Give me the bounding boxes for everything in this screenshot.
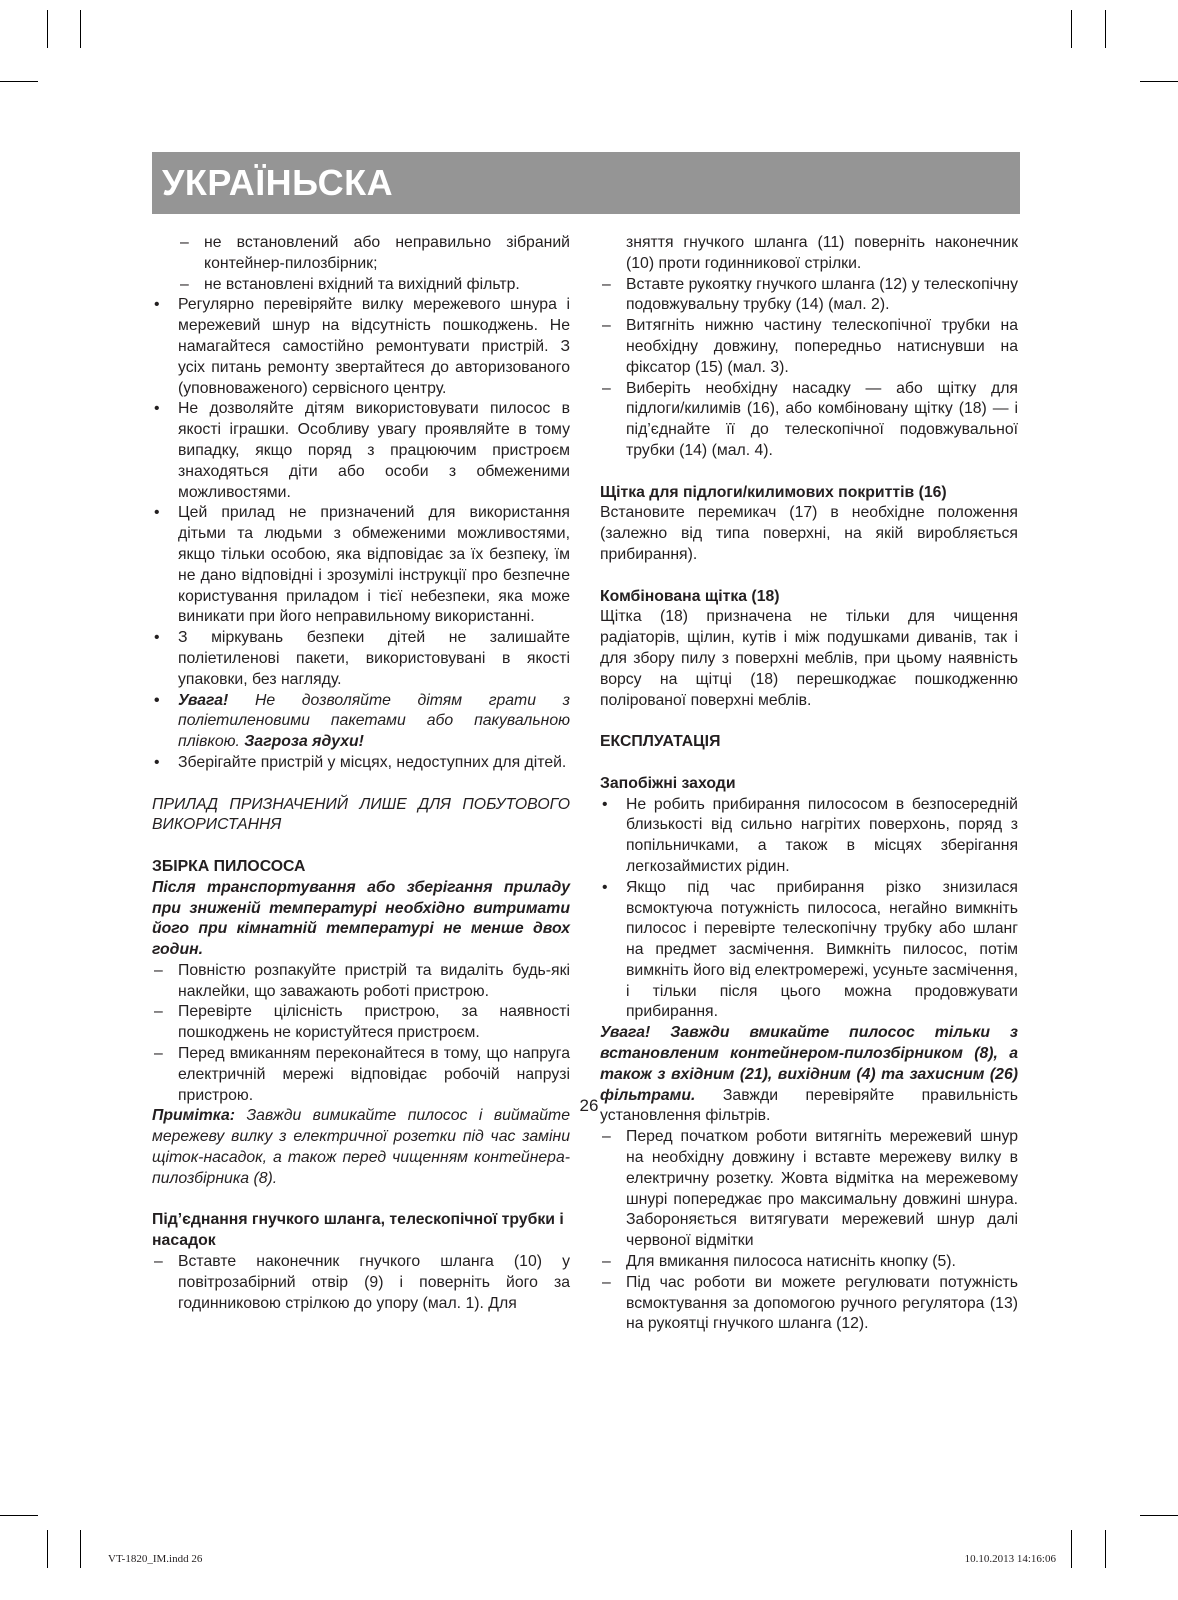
- section-heading: Запобіжні заходи: [600, 774, 736, 792]
- bullet-marker: •: [154, 400, 160, 418]
- list-text: Не робить прибирання пилососом в безпосередній близькості від сильно нагрітих поверхонь, поряд з попільничками, а також в місцях зберігання легкозаймистих рідин.: [626, 795, 1018, 875]
- list-item: [600, 795, 1018, 878]
- right-column: [600, 233, 1018, 1335]
- bullet-marker: •: [154, 691, 160, 709]
- crop-mark: [0, 81, 38, 82]
- bullet-marker: •: [154, 629, 160, 647]
- dash-marker: –: [180, 275, 189, 293]
- bullet-marker: •: [154, 504, 160, 522]
- list-text: Зберігайте пристрій у місцях, недоступних для дітей.: [178, 753, 567, 771]
- crop-mark: [47, 1530, 48, 1568]
- assembly-warning: Після транспортування або зберігання приладу при зниженій температурі необхідно витримати його при кімнатній температурі не менше двох годин.: [152, 878, 570, 959]
- list-text: Вставте наконечник гнучкого шланга (10) у повітрозабірний отвір (9) і поверніть його за годинниковою стрілкою до упору (мал. 1). Для: [178, 1253, 570, 1312]
- dash-marker: –: [602, 1273, 611, 1291]
- household-note: ПРИЛАД ПРИЗНАЧЕНИЙ ЛИШЕ ДЛЯ ПОБУТОВОГО ВИКОРИСТАННЯ: [152, 795, 570, 834]
- list-text: Для вмикання пилососа натисніть кнопку (5).: [626, 1253, 956, 1271]
- list-text: Витягніть нижню частину телескопічної трубки на необхідну довжину, попередньо натиснувши на фіксатор (15) (мал. 3).: [626, 317, 1018, 376]
- list-text: Якщо під час прибирання різко знизилася всмоктуюча потужність пилососа, негайно вимкніть пилосос і перевірте телескопічну трубку або шланг на предмет засмічення. Вимкніть пилосос, потім вимкніть його від електромережі, усуньте засмічення, і тільки після цього можна продовжувати прибирання.: [626, 878, 1019, 1021]
- list-text: Регулярно перевіряйте вилку мережевого шнура і мережевий шнур на відсутність пошкоджень. Не намагайтеся самостійно ремонтувати пристрій. З усіх питань ремонту звертайтеся до авторизованого (уповноваженого) сервісного центру.: [178, 296, 570, 397]
- crop-mark: [80, 1530, 81, 1568]
- continued-text: зняття гнучкого шланга (11) поверніть наконечник (10) проти годинникової стрілки.: [626, 234, 1018, 272]
- dash-marker: –: [602, 379, 611, 397]
- section-heading: Під’єднання гнучкого шланга, телескопічної трубки і насадок: [152, 1211, 564, 1250]
- list-text: не встановлений або неправильно зібраний контейнер-пилозбірник;: [204, 234, 570, 272]
- list-item: [600, 1127, 1018, 1252]
- warning-text: Завжди перевіряйте правильність установлення фільтрів.: [600, 1086, 1018, 1125]
- list-item: [152, 233, 570, 275]
- dash-marker: –: [602, 275, 611, 293]
- list-item: [600, 1273, 1018, 1335]
- list-item: [152, 961, 570, 1003]
- footer-file: VT-1820_IM.indd 26: [108, 1553, 203, 1565]
- list-item: [152, 503, 570, 628]
- paragraph: Щітка (18) призначена не тільки для чищення радіаторів, щілин, кутів і між подушками диванів, так і для збору пилу з поверхні меблів, при цьому наявність ворсу на щітці (18) перешкоджає пошкодженню полірованої поверхні меблів.: [600, 608, 1018, 709]
- list-text: Вставте рукоятку гнучкого шланга (12) у телескопічну подовжувальну трубку (14) (мал. 2).: [626, 275, 1018, 314]
- crop-mark: [1105, 10, 1106, 48]
- list-text: Виберіть необхідну насадку — або щітку для підлоги/килимів (16), або комбіновану щітку (18) — і під’єднайте її до телескопічної подовжувальної трубки (14) (мал. 4).: [626, 379, 1018, 459]
- list-text: З міркувань безпеки дітей не залишайте поліетиленові пакети, використовувані в якості упаковки, без нагляду.: [178, 629, 570, 688]
- list-text: Перевірте цілісність пристрою, за наявності пошкоджень не користуйтеся пристроєм.: [178, 1003, 570, 1042]
- crop-mark: [1140, 1515, 1178, 1516]
- crop-mark: [1140, 81, 1178, 82]
- crop-mark: [1105, 1530, 1106, 1568]
- list-item: [600, 316, 1018, 378]
- footer-date: 10.10.2013 14:16:06: [964, 1553, 1056, 1565]
- section-heading: Щітка для підлоги/килимових покриттів (16): [600, 483, 947, 501]
- dash-marker: –: [602, 1253, 611, 1271]
- dash-marker: –: [602, 1128, 611, 1146]
- warning-lead: Увага!: [178, 691, 229, 709]
- note: [152, 1106, 570, 1189]
- list-item: [600, 275, 1018, 317]
- dash-marker: –: [154, 1045, 163, 1063]
- list-item: [152, 275, 570, 296]
- list-item: [152, 1252, 570, 1314]
- page-number: 26: [579, 1096, 599, 1115]
- list-text: Перед початком роботи витягніть мережевий шнур на необхідну довжину і вставте мережеву вилку в електричну розетку. Жовта відмітка на мережевому шнурі попереджає про максимальну довжині шнура. Забороняється витягувати мережевий шнур далі червоної відмітки: [626, 1128, 1018, 1250]
- warning-end: Загроза ядухи!: [244, 733, 364, 751]
- dash-marker: –: [154, 1253, 163, 1271]
- list-item: [600, 379, 1018, 462]
- dash-marker: –: [602, 317, 611, 335]
- bullet-marker: •: [154, 753, 160, 771]
- dash-marker: –: [154, 961, 163, 979]
- bullet-marker: •: [154, 296, 160, 314]
- dash-marker: –: [180, 234, 189, 251]
- warning-lead: Увага! Завжди вмикайте пилосос тільки з встановленим контейнером-пилозбірником (8), а також з вхідним (21), вихідним (4) та захисним (26) фільтрами.: [600, 1024, 1018, 1104]
- list-item: [152, 295, 570, 399]
- crop-mark: [0, 1515, 38, 1516]
- paragraph: Встановите перемикач (17) в необхідне положення (залежно від типа поверхні, на якій виробляється прибирання).: [600, 504, 1018, 563]
- list-text: не встановлені вхідний та вихідний фільтр.: [204, 275, 520, 293]
- left-column: [152, 233, 570, 1314]
- list-item: [600, 878, 1018, 1024]
- crop-mark: [47, 10, 48, 48]
- list-item: [600, 1252, 1018, 1273]
- section-heading: ЗБІРКА ПИЛОСОСА: [152, 857, 306, 875]
- list-item: [152, 399, 570, 503]
- language-header: [152, 152, 1020, 214]
- note-text: Завжди вимикайте пилосос і виймайте мережеву вилку з електричної розетки під час заміни щіток-насадок, а також перед чищенням контейнера-пилозбірника (8).: [152, 1107, 570, 1187]
- bullet-marker: •: [602, 795, 608, 813]
- list-text: Не дозволяйте дітям використовувати пилосос в якості іграшки. Особливу увагу проявляйте в тому випадку, якщо поряд з працюючим пристроєм знаходяться діти або особи з обмеженими можливостями.: [178, 400, 570, 501]
- list-text: Під час роботи ви можете регулювати потужність всмоктування за допомогою ручного регулятора (13) на рукоятці гнучкого шланга (12).: [626, 1273, 1018, 1333]
- crop-mark: [80, 10, 81, 48]
- list-item: [152, 1002, 570, 1044]
- list-item: [152, 691, 570, 753]
- list-text: Повністю розпакуйте пристрій та видаліть будь-які наклейки, що заважають роботі пристрою.: [178, 961, 570, 1000]
- page-title: УКРАЇНЬСКА: [162, 162, 394, 203]
- note-lead: Примітка:: [152, 1107, 236, 1125]
- list-item: [152, 628, 570, 690]
- list-text: Цей прилад не призначений для використання дітьми та людьми з обмеженими можливостями, якщо тільки особою, яка відповідає за їх безпеку, їм не дано відповідні і зрозумілі інструкції про безпечне користування приладом і тієї небезпеки, яка може виникати при його неправильному використанні.: [178, 504, 570, 626]
- list-item: [152, 753, 570, 774]
- section-heading: ЕКСПЛУАТАЦІЯ: [600, 733, 721, 751]
- list-text: Перед вмиканням переконайтеся в тому, що напруга електричній мережі відповідає робочій напрузі пристрою.: [178, 1045, 570, 1104]
- section-heading: Комбінована щітка (18): [600, 587, 780, 605]
- crop-mark: [1071, 1530, 1072, 1568]
- warning-text: Не дозволяйте дітям грати з поліетиленовими пакетами або пакувальною плівкою.: [178, 691, 570, 751]
- crop-mark: [1071, 10, 1072, 48]
- bullet-marker: •: [602, 878, 608, 896]
- dash-marker: –: [154, 1003, 163, 1021]
